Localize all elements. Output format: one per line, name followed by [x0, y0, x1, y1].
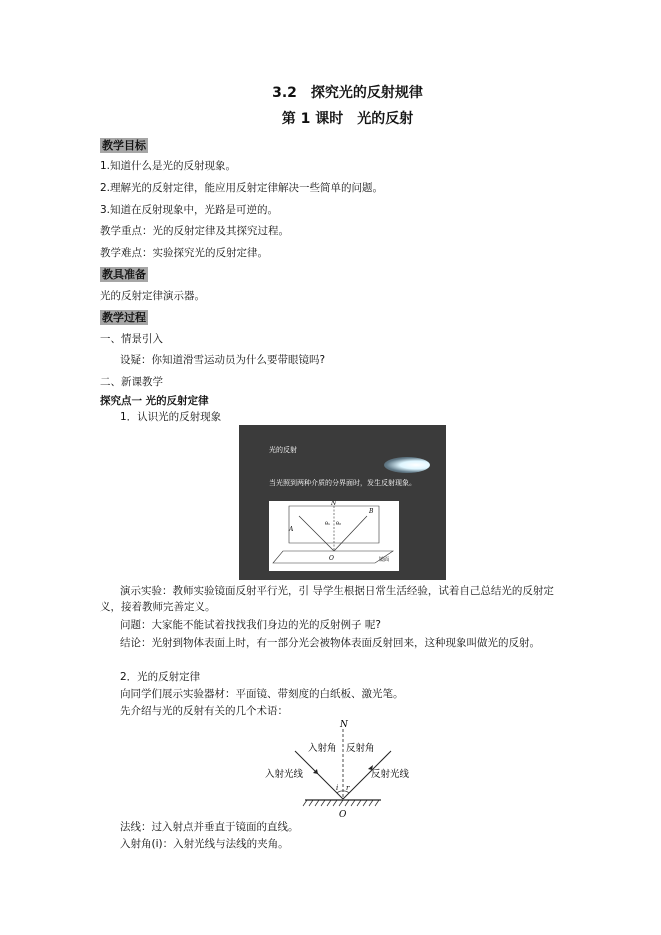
terms-intro: 先介绍与光的反射有关的几个术语：	[120, 705, 288, 717]
lesson-subtitle: 第 1 课时 光的反射	[281, 111, 414, 127]
reflection-slide	[239, 425, 446, 580]
incidence-angle-label: 入射角	[308, 743, 337, 754]
label-i: i	[336, 784, 339, 792]
key-point: 教学重点：光的反射定律及其探究过程。	[100, 225, 289, 237]
objectives-heading: 教学目标	[102, 139, 146, 152]
objective-item: 1.知道什么是光的反射现象。	[100, 160, 237, 172]
sub-two: 2．光的反射定律	[120, 671, 201, 683]
light-glow	[384, 457, 430, 473]
incidence-definition: 入射角(i)：入射光线与法线的夹角。	[120, 838, 289, 850]
slide-diagram	[269, 501, 399, 571]
label-b: B	[369, 508, 374, 515]
reflection-angle-label: 反射角	[346, 743, 375, 754]
slide-text: 当光照到两种介质的分界面时，发生反射现象。	[269, 479, 416, 487]
label-a: A	[289, 526, 294, 533]
tools-heading: 教具准备	[102, 268, 146, 281]
section-intro: 一、情景引入	[100, 333, 163, 345]
incident-ray-label: 入射光线	[265, 769, 304, 780]
demo-paragraph: 演示实验：教师实验镜面反射平行光，引 导学生根据日常生活经验，试着自己总结光的反射定义，接着教师完善定义。	[100, 585, 554, 613]
tools-text: 光的反射定律演示器。	[100, 290, 205, 302]
label-theta2: θ₂	[336, 521, 342, 527]
slide-title: 光的反射	[269, 446, 297, 454]
intro-question: 设疑：你知道滑雪运动员为什么要带眼镜吗?	[120, 354, 326, 366]
label-r: r	[346, 784, 350, 792]
equipment-text: 向同学们展示实验器材：平面镜、带刻度的白纸板、激光笔。	[120, 688, 404, 700]
label-theta1: θ₁	[325, 521, 331, 527]
label-mirror: 镜面	[379, 557, 390, 563]
process-heading: 教学过程	[102, 311, 146, 324]
objective-item: 2.理解光的反射定律，能应用反射定律解决一些简单的问题。	[100, 182, 384, 194]
conclusion-paragraph: 结论：光射到物体表面上时，有一部分光会被物体表面反射回来，这种现象叫做光的反射。	[120, 637, 540, 649]
reflected-ray-label: 反射光线	[371, 769, 410, 780]
normal-definition: 法线：过入射点并垂直于镜面的直线。	[120, 821, 299, 833]
section-new: 二、新课教学	[100, 376, 163, 388]
lesson-title: 3.2 探究光的反射规律	[272, 85, 423, 101]
sub-one: 1．认识光的反射现象	[120, 411, 222, 423]
label-o: O	[329, 555, 334, 562]
reflection-diagram	[269, 501, 399, 571]
question-paragraph: 问题：大家能不能试着找找我们身边的光的反射例子 呢?	[120, 619, 381, 631]
reflection-law-diagram	[263, 717, 423, 822]
diagram-o: O	[339, 810, 347, 820]
mirror-hatching	[303, 800, 379, 806]
label-n: N	[331, 501, 337, 507]
law-diagram-svg	[263, 717, 423, 822]
difficulty: 教学难点：实验探究光的反射定律。	[100, 247, 268, 259]
point-one: 探究点一 光的反射定律	[100, 395, 209, 407]
diagram-n: N	[340, 720, 348, 730]
objective-item: 3.知道在反射现象中，光路是可逆的。	[100, 204, 279, 216]
